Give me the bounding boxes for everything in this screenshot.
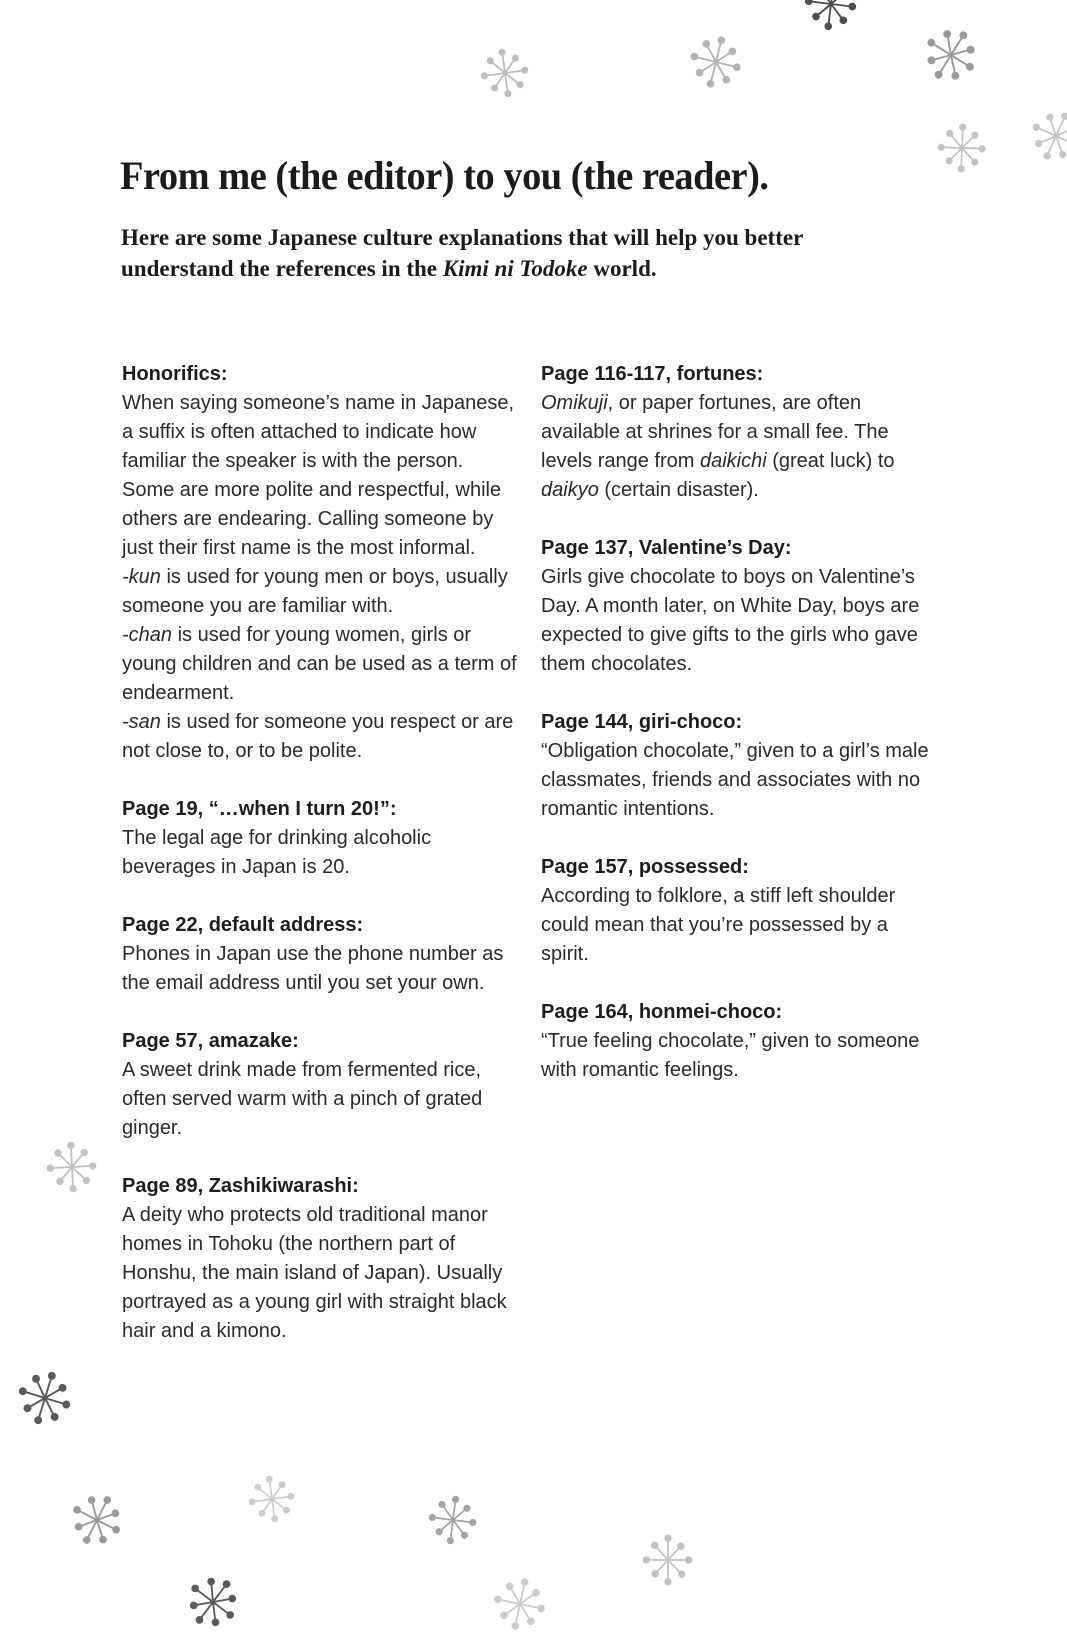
snowflake-icon — [43, 1138, 102, 1197]
culture-note — [122, 1172, 518, 1346]
note-paragraph: -san is used for someone you respect or are not close to, or to be polite. — [122, 711, 514, 762]
culture-note — [122, 360, 518, 766]
note-heading: Page 116-117, fortunes: — [541, 363, 764, 385]
note-heading: Page 57, amazake: — [122, 1030, 299, 1052]
culture-note — [541, 534, 937, 679]
page-title: From me (the editor) to you (the reader). — [120, 153, 769, 198]
snowflake-icon — [910, 14, 992, 96]
snowflake-icon — [247, 1474, 297, 1524]
culture-note — [541, 853, 937, 969]
snowflake-icon — [932, 118, 992, 178]
note-paragraph: “Obligation chocolate,” given to a girl’s male classmates, friends and associates with no romantic intentions. — [541, 740, 929, 820]
snowflake-icon — [1019, 99, 1067, 173]
snowflake-icon — [58, 1481, 136, 1559]
snowflake-icon — [638, 1530, 699, 1591]
snowflake-icon — [797, 0, 866, 38]
snowflake-icon — [421, 1488, 485, 1552]
page-subtitle: Here are some Japanese culture explanations that will help you better understand the references in the Kimi ni Todoke world. — [121, 225, 804, 281]
note-heading: Page 157, possessed: — [541, 856, 749, 878]
culture-note — [122, 795, 518, 882]
note-heading: Page 137, Valentine’s Day: — [541, 537, 792, 559]
note-paragraph: When saying someone’s name in Japanese, a suffix is often attached to indicate how familiar the speaker is with the person. Some are more polite and respectful, while others are endearing. Calling someone by just their first name is the most informal. — [122, 392, 515, 559]
note-heading: Page 144, giri-choco: — [541, 711, 743, 733]
note-heading: Page 22, default address: — [122, 914, 364, 936]
note-paragraph: Omikuji, or paper fortunes, are often available at shrines for a small fee. The levels range from daikichi (great luck) to daikyo (certain disaster). — [541, 392, 895, 501]
snowflake-icon — [173, 1562, 252, 1641]
note-paragraph: -kun is used for young men or boys, usually someone you are familiar with. — [122, 566, 508, 617]
note-heading: Page 164, honmei-choco: — [541, 1001, 783, 1023]
note-paragraph: A sweet drink made from fermented rice, often served warm with a pinch of grated ginger. — [122, 1059, 483, 1139]
note-heading: Page 19, “…when I turn 20!”: — [122, 798, 397, 820]
note-paragraph: A deity who protects old traditional manor homes in Tohoku (the northern part of Honshu, the main island of Japan). Usually portrayed as a young girl with straight black hair and a kimono. — [122, 1204, 507, 1342]
note-paragraph: “True feeling chocolate,” given to someone with romantic feelings. — [541, 1030, 920, 1081]
culture-note — [541, 360, 937, 505]
note-heading: Honorifics: — [122, 363, 228, 385]
culture-note — [541, 708, 937, 824]
note-paragraph: -chan is used for young women, girls or young children and can be used as a term of endearment. — [122, 624, 517, 704]
note-paragraph: Phones in Japan use the phone number as the email address until you set your own. — [122, 943, 504, 994]
note-paragraph: The legal age for drinking alcoholic beverages in Japan is 20. — [122, 827, 432, 878]
right-column — [541, 360, 937, 1114]
note-paragraph: According to folklore, a stiff left shoulder could mean that you’re possessed by a spirit. — [541, 885, 896, 965]
snowflake-icon — [6, 1359, 83, 1436]
snowflake-icon — [479, 47, 531, 99]
culture-note — [541, 998, 937, 1085]
culture-note — [122, 911, 518, 998]
snowflake-icon — [484, 1568, 556, 1640]
culture-note — [122, 1027, 518, 1143]
snowflake-icon — [680, 26, 753, 99]
note-heading: Page 89, Zashikiwarashi: — [122, 1175, 359, 1197]
left-column — [122, 360, 518, 1375]
culture-notes — [122, 360, 937, 1375]
note-paragraph: Girls give chocolate to boys on Valentine’s Day. A month later, on White Day, boys are expected to give gifts to the girls who gave them chocolates. — [541, 566, 920, 675]
